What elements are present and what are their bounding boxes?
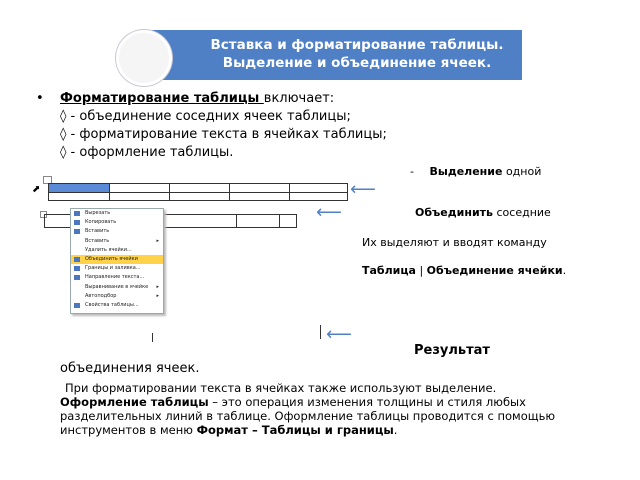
title-line-2: Выделение и объединение ячеек. [222,55,492,71]
arrow-left-icon: ⟵ [326,324,352,345]
table-properties-icon [74,303,80,308]
title-line-1: Вставка и форматирование таблицы. [210,37,504,53]
intro-bold: Форматирование таблицы [60,91,264,106]
feature-item: ◊ - объединение соседних ячеек таблицы; [60,109,351,124]
menu-item-copy[interactable]: Копировать [71,218,163,227]
paste-icon [74,229,80,234]
menu-command: Таблица | Объединение ячейки. [362,264,567,277]
text-direction-icon [74,275,80,280]
menu-item-insert[interactable]: Вставить ▸ [85,237,159,244]
intro-rest: включает: [263,91,335,106]
feature-item: ◊ - форматирование текста в ячейках таблицы; [60,127,387,142]
page-title [202,36,512,72]
cell-divider [320,325,321,339]
copy-icon [74,220,80,225]
menu-item-paste[interactable]: Вставить [71,227,163,236]
cell-divider [152,333,153,342]
merge-rest: соседние [493,206,551,219]
paragraph-design: Оформление таблицы – это операция изменения толщины и стиля любых разделительных линий в таблице. Оформление таблицы проводится с помощью инструментов в меню Формат – Таблицы и границы. [60,395,556,437]
scissors-icon [74,211,80,216]
menu-command-separator: | [419,264,424,277]
chevron-right-icon: ▸ [156,292,159,299]
intro-bullet: • [36,91,44,106]
intro-line [60,90,334,108]
feature-list [60,108,387,162]
merge-bold: Объединить [415,206,493,219]
menu-command-merge: Объединение ячейки [426,264,563,277]
merge-note [415,206,551,220]
selected-cell[interactable] [49,184,109,192]
format-paragraph [60,381,560,437]
selection-bold: Выделение [429,165,503,178]
chevron-right-icon: ▸ [156,283,159,290]
title-banner [142,30,522,80]
table-selected[interactable] [48,183,348,201]
result-bold: Результат [414,343,490,358]
title-circle-decoration [116,30,172,86]
menu-item-cut[interactable]: Вырезать [71,209,163,218]
menu-command-table: Таблица [362,264,416,277]
menu-item-cell-alignment[interactable]: Выравнивание в ячейке ▸ [85,283,159,290]
chevron-right-icon: ▸ [156,237,159,244]
context-menu [70,208,164,314]
menu-item-delete-cells[interactable]: Удалить ячейки... [85,246,132,253]
selection-dash: - [410,165,414,178]
selection-note [410,165,541,179]
cursor-icon: ⬈ [32,184,41,195]
menu-item-merge-cells[interactable]: Объединить ячейки [71,255,163,264]
borders-icon [74,266,80,271]
arrow-left-icon: ⟵ [350,179,376,200]
paragraph-selection: При форматировании текста в ячейках также используют выделение. [65,381,497,395]
result-rest: объединения ячеек. [60,361,200,376]
arrow-left-icon: ⟵ [316,202,342,223]
menu-item-text-direction[interactable]: Направление текста... [71,273,163,282]
menu-item-table-properties[interactable]: Свойства таблицы... [71,301,163,310]
select-command-text: Их выделяют и вводят команду [362,236,547,249]
feature-item: ◊ - оформление таблицы. [60,145,234,160]
menu-item-borders[interactable]: Границы и заливка... [71,264,163,273]
selection-rest: одной [502,165,542,178]
merge-cells-icon [74,257,80,262]
menu-item-autofit[interactable]: Автоподбор ▸ [85,292,159,299]
